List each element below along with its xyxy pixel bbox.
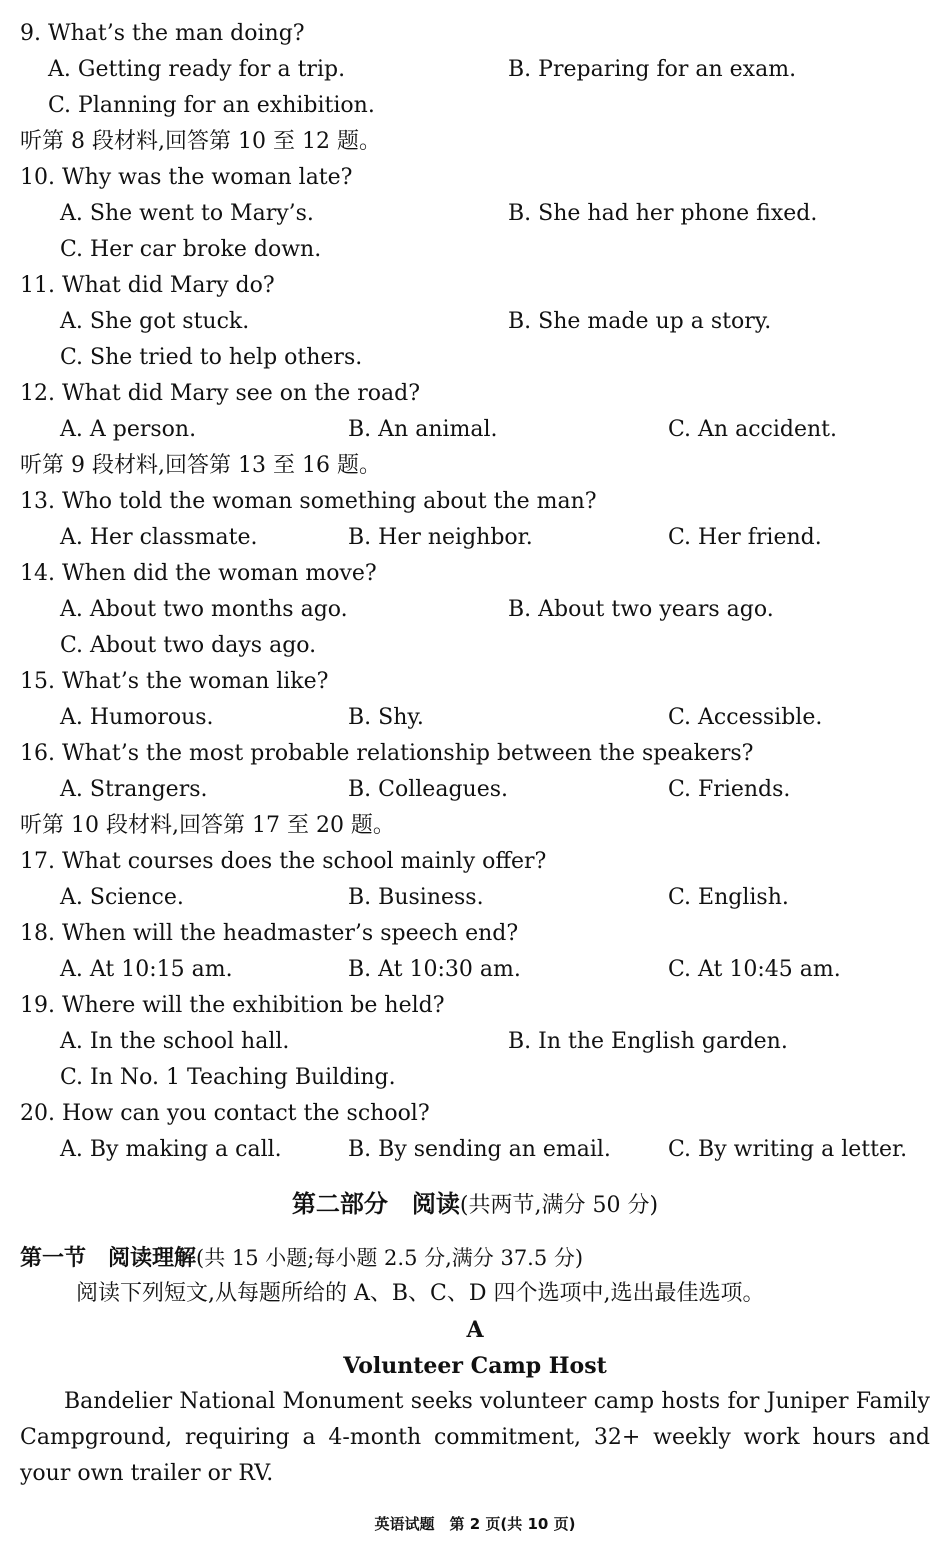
option: A. She got stuck. (60, 309, 250, 334)
option: B. In the English garden. (508, 1029, 788, 1054)
option-row (0, 700, 950, 736)
passage-body: Bandelier National Monument seeks volunteer camp hosts for Juniper Family Campground, requiring a 4-month commitment, 32+ weekly work hours and your own trailer or RV. (20, 1389, 930, 1486)
passage-title: Volunteer Camp Host (343, 1353, 607, 1379)
option: C. She tried to help others. (60, 345, 363, 370)
question-stem: 14. When did the woman move? (20, 561, 377, 586)
option-row (0, 880, 950, 916)
option: C. English. (668, 885, 789, 910)
option-row (0, 952, 950, 988)
question-stem: 10. Why was the woman late? (20, 165, 353, 190)
question-stem: 18. When will the headmaster’s speech end? (20, 921, 519, 946)
section-one-note: (共 15 小题;每小题 2.5 分,满分 37.5 分) (196, 1246, 584, 1270)
option: B. Business. (348, 885, 484, 910)
option: C. About two days ago. (60, 633, 317, 658)
option-row (0, 1060, 950, 1096)
option: A. About two months ago. (60, 597, 348, 622)
page-footer: 英语试题 第 2 页(共 10 页) (374, 1515, 576, 1533)
option-row (0, 520, 950, 556)
question-stem: 9. What’s the man doing? (20, 21, 305, 46)
option: C. In No. 1 Teaching Building. (60, 1065, 396, 1090)
option: B. She had her phone fixed. (508, 201, 818, 226)
option: C. Planning for an exhibition. (48, 93, 375, 118)
section-one-instruction: 阅读下列短文,从每题所给的 A、B、C、D 四个选项中,选出最佳选项。 (76, 1281, 765, 1306)
option: B. Her neighbor. (348, 525, 533, 550)
question-stem: 13. Who told the woman something about the man? (20, 489, 597, 514)
option-row (0, 412, 950, 448)
option: C. Accessible. (668, 705, 823, 730)
option: B. An animal. (348, 417, 498, 442)
section-one-heading (0, 1240, 950, 1276)
question-stem: 15. What’s the woman like? (20, 669, 329, 694)
option: C. Friends. (668, 777, 791, 802)
option: A. In the school hall. (60, 1029, 290, 1054)
passage-letter: A (466, 1317, 484, 1343)
option: A. Humorous. (60, 705, 214, 730)
option-row (0, 52, 950, 88)
option: A. Science. (60, 885, 184, 910)
option: B. Colleagues. (348, 777, 508, 802)
option: C. Her car broke down. (60, 237, 322, 262)
option: C. An accident. (668, 417, 837, 442)
part-two-heading (0, 1186, 950, 1222)
part-two-title: 第二部分 阅读 (291, 1190, 460, 1218)
section-intro: 听第 8 段材料,回答第 10 至 12 题。 (20, 129, 381, 154)
option-row (0, 340, 950, 376)
question-stem: 11. What did Mary do? (20, 273, 275, 298)
option: B. At 10:30 am. (348, 957, 521, 982)
option-row (0, 628, 950, 664)
option: B. She made up a story. (508, 309, 772, 334)
option: A. A person. (60, 417, 197, 442)
option-row (0, 592, 950, 628)
option: A. Getting ready for a trip. (48, 57, 346, 82)
option: C. Her friend. (668, 525, 822, 550)
option-row (0, 1024, 950, 1060)
option-row (0, 304, 950, 340)
option: B. Preparing for an exam. (508, 57, 797, 82)
option: C. At 10:45 am. (668, 957, 841, 982)
question-stem: 16. What’s the most probable relationship between the speakers? (20, 741, 754, 766)
section-intro: 听第 10 段材料,回答第 17 至 20 题。 (20, 813, 395, 838)
question-stem: 17. What courses does the school mainly offer? (20, 849, 547, 874)
question-stem: 19. Where will the exhibition be held? (20, 993, 445, 1018)
part-two-note: (共两节,满分 50 分) (459, 1193, 659, 1218)
question-stem: 20. How can you contact the school? (20, 1101, 430, 1126)
option: A. Her classmate. (60, 525, 258, 550)
option: A. At 10:15 am. (60, 957, 233, 982)
option-row (0, 772, 950, 808)
question-stem: 12. What did Mary see on the road? (20, 381, 420, 406)
option: B. About two years ago. (508, 597, 774, 622)
option: A. By making a call. (60, 1137, 282, 1162)
option: B. Shy. (348, 705, 424, 730)
option-row (0, 1132, 950, 1168)
option: A. Strangers. (60, 777, 208, 802)
option-row (0, 88, 950, 124)
option-row (0, 196, 950, 232)
option-row (0, 232, 950, 268)
option: B. By sending an email. (348, 1137, 611, 1162)
option: C. By writing a letter. (668, 1137, 908, 1162)
section-intro: 听第 9 段材料,回答第 13 至 16 题。 (20, 453, 381, 478)
option: A. She went to Mary’s. (60, 201, 314, 226)
section-one-title: 第一节 阅读理解 (20, 1246, 197, 1271)
